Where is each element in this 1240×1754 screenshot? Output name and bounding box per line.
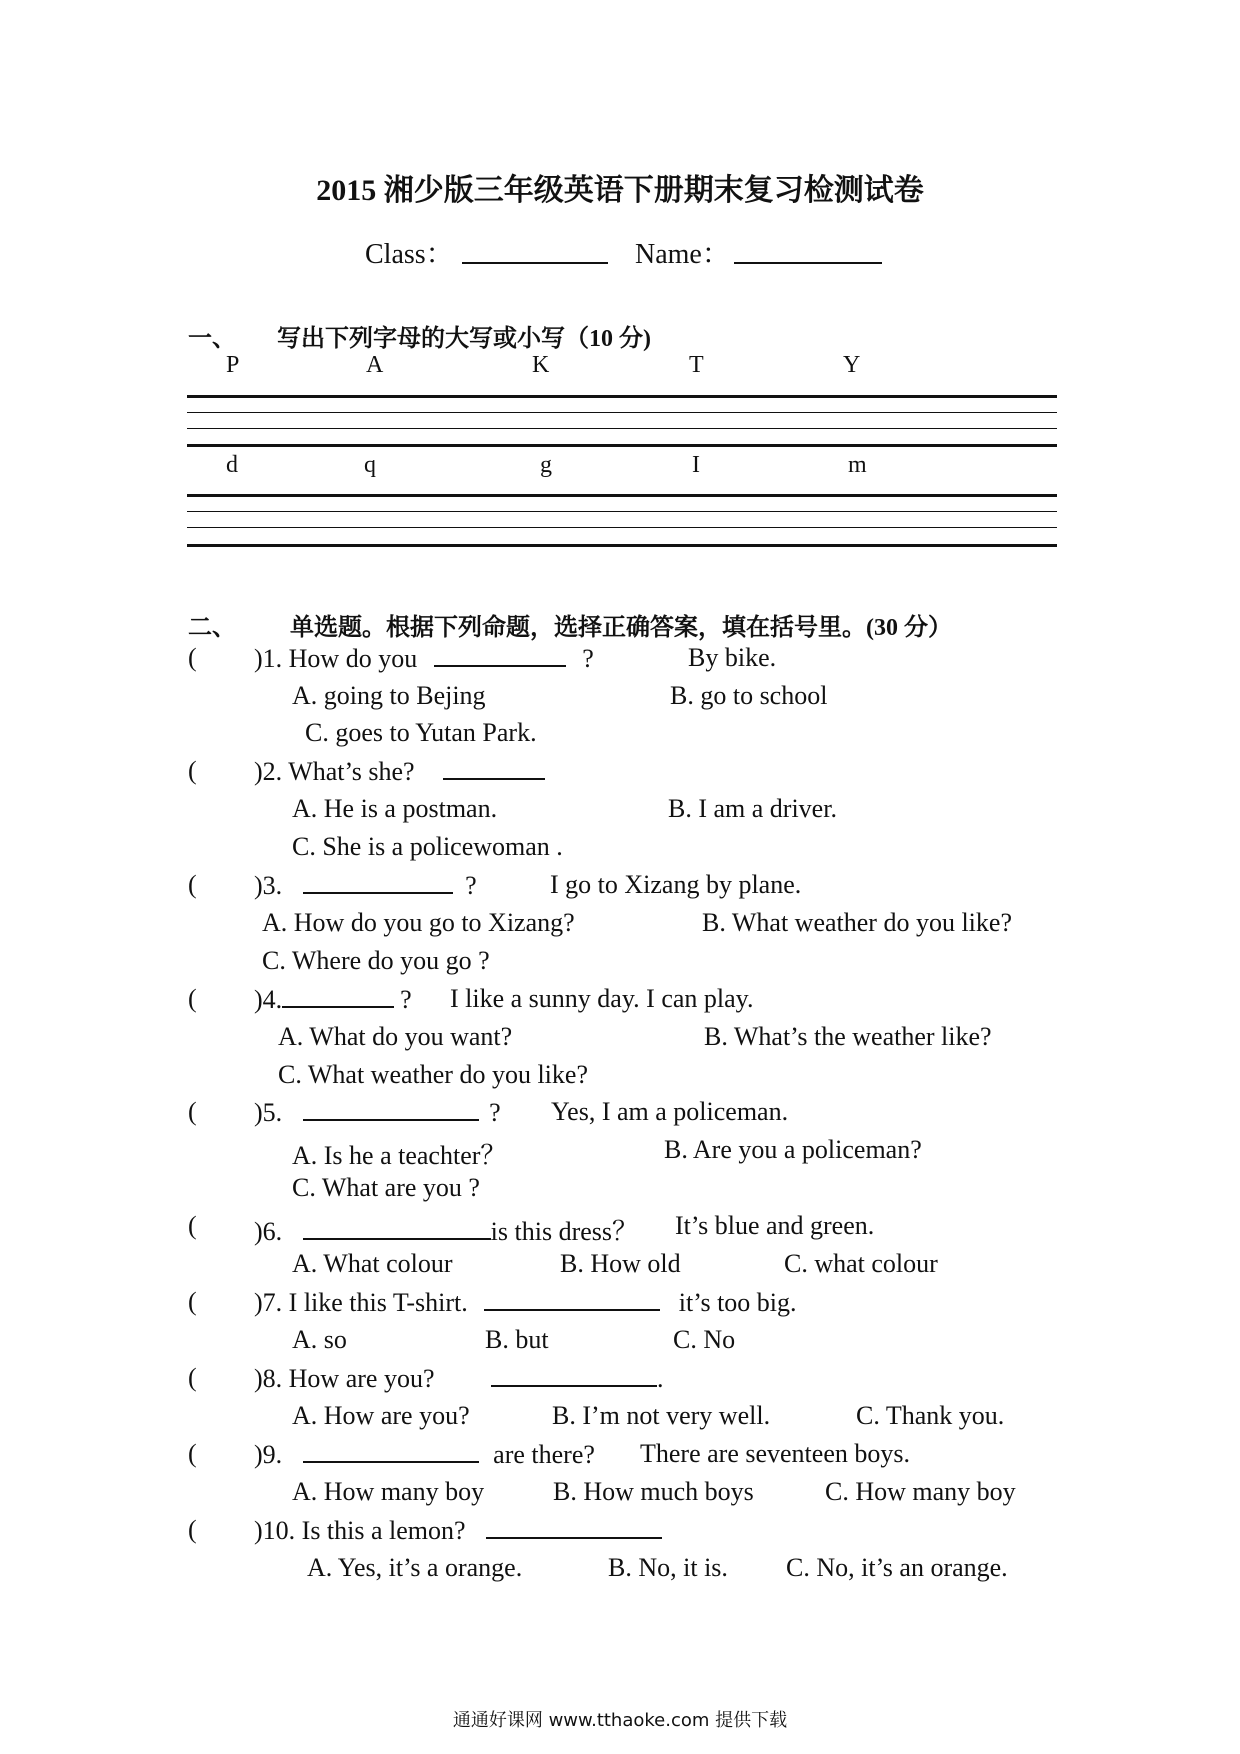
- option-a: A. How are you?: [292, 1401, 470, 1430]
- section1-heading: 写出下列字母的大写或小写（10 分): [277, 326, 651, 352]
- writing-line: [187, 494, 1057, 497]
- option-a: A. He is a postman.: [292, 794, 498, 823]
- option-b: B. I am a driver.: [668, 794, 837, 823]
- page-title: 2015 湘少版三年级英语下册期末复习检测试卷: [316, 174, 924, 207]
- letter-7: q: [364, 452, 376, 478]
- question-6-answer: It’s blue and green.: [675, 1211, 875, 1240]
- letter-8: g: [540, 452, 552, 478]
- answer-paren[interactable]: (: [188, 870, 197, 899]
- writing-line: [187, 527, 1057, 528]
- section1-number: 一、: [188, 326, 236, 352]
- option-c: C. What are you ?: [292, 1173, 480, 1202]
- fill-blank[interactable]: [282, 984, 394, 1008]
- option-b: B. How old: [560, 1249, 681, 1278]
- fill-blank[interactable]: [303, 1216, 491, 1240]
- option-c: C. goes to Yutan Park.: [305, 718, 537, 747]
- question-1: )1. How do you ?: [254, 644, 594, 673]
- writing-line: [187, 428, 1057, 429]
- letter-3: K: [532, 352, 550, 378]
- question-3-answer: I go to Xizang by plane.: [550, 870, 802, 899]
- class-field[interactable]: [462, 240, 608, 264]
- writing-line: [187, 395, 1057, 398]
- option-b: B. What’s the weather like?: [704, 1022, 992, 1051]
- option-a: A. going to Bejing: [292, 681, 486, 710]
- option-a: A. What colour: [292, 1249, 453, 1278]
- fill-blank[interactable]: [434, 643, 566, 667]
- answer-paren[interactable]: (: [188, 1287, 197, 1316]
- letter-5: Y: [843, 352, 861, 378]
- fill-blank[interactable]: [491, 1363, 657, 1387]
- writing-line: [187, 412, 1057, 413]
- option-a: A. How do you go to Xizang?: [262, 908, 575, 937]
- class-label: Class：: [365, 239, 454, 270]
- section2-heading: 单选题。根据下列命题，选择正确答案，填在括号里。(30 分）: [290, 615, 952, 641]
- option-b: B. I’m not very well.: [552, 1401, 771, 1430]
- option-a: A. Is he a teachter？: [292, 1141, 507, 1170]
- writing-line: [187, 544, 1057, 547]
- option-c: C. Where do you go ?: [262, 946, 490, 975]
- question-2: )2. What’s she?: [254, 756, 545, 787]
- section2-number: 二、: [188, 615, 236, 641]
- question-7: )7. I like this T-shirt. it’s too big.: [254, 1288, 797, 1317]
- question-1-answer: By bike.: [688, 643, 777, 672]
- option-a: A. so: [292, 1325, 347, 1354]
- letter-10: m: [848, 452, 867, 478]
- answer-paren[interactable]: (: [188, 984, 197, 1013]
- option-a: A. Yes, it’s a orange.: [307, 1553, 523, 1582]
- fill-blank[interactable]: [303, 870, 453, 894]
- letter-6: d: [226, 452, 238, 478]
- writing-line: [187, 511, 1057, 512]
- fill-blank[interactable]: [443, 756, 545, 780]
- answer-paren[interactable]: (: [188, 1515, 197, 1544]
- question-10: )10. Is this a lemon?: [254, 1515, 662, 1546]
- question-9: )9. are there?: [254, 1440, 595, 1469]
- option-b: B. Are you a policeman?: [664, 1135, 922, 1164]
- writing-line: [187, 444, 1057, 447]
- question-6: )6. is this dress？: [254, 1217, 639, 1246]
- question-8: )8. How are you? .: [254, 1364, 664, 1393]
- question-4-answer: I like a sunny day. I can play.: [450, 984, 754, 1013]
- option-c: C. How many boy: [825, 1477, 1016, 1506]
- question-5: )5. ?: [254, 1098, 501, 1127]
- letter-1: P: [226, 352, 240, 378]
- answer-paren[interactable]: (: [188, 1363, 197, 1392]
- option-b: B. No, it is.: [608, 1553, 728, 1582]
- answer-paren[interactable]: (: [188, 1439, 197, 1468]
- question-5-answer: Yes, I am a policeman.: [551, 1097, 789, 1126]
- letter-2: A: [366, 352, 384, 378]
- question-9-answer: There are seventeen boys.: [640, 1439, 910, 1468]
- question-4: )4. ?: [254, 985, 412, 1014]
- option-c: C. what colour: [784, 1249, 938, 1278]
- option-c: C. What weather do you like?: [278, 1060, 588, 1089]
- option-a: A. What do you want?: [278, 1022, 513, 1051]
- letter-9: I: [692, 452, 700, 478]
- fill-blank[interactable]: [486, 1515, 662, 1539]
- option-c: C. No, it’s an orange.: [786, 1553, 1008, 1582]
- option-b: B. How much boys: [553, 1477, 754, 1506]
- option-c: C. No: [673, 1325, 736, 1354]
- option-b: B. go to school: [670, 681, 828, 710]
- option-a: A. How many boy: [292, 1477, 485, 1506]
- fill-blank[interactable]: [484, 1287, 660, 1311]
- answer-paren[interactable]: (: [188, 1211, 197, 1240]
- option-c: C. Thank you.: [856, 1401, 1005, 1430]
- fill-blank[interactable]: [303, 1439, 479, 1463]
- option-b: B. but: [485, 1325, 549, 1354]
- question-3: )3. ?: [254, 871, 477, 900]
- name-field[interactable]: [734, 240, 882, 264]
- letter-4: T: [689, 352, 704, 378]
- name-label: Name：: [635, 239, 730, 270]
- answer-paren[interactable]: (: [188, 1097, 197, 1126]
- footer-credit: 通通好课网 www.tthaoke.com 提供下载: [452, 1710, 788, 1731]
- option-b: B. What weather do you like?: [702, 908, 1012, 937]
- answer-paren[interactable]: (: [188, 643, 197, 672]
- fill-blank[interactable]: [303, 1097, 479, 1121]
- option-c: C. She is a policewoman .: [292, 832, 563, 861]
- answer-paren[interactable]: (: [188, 756, 197, 785]
